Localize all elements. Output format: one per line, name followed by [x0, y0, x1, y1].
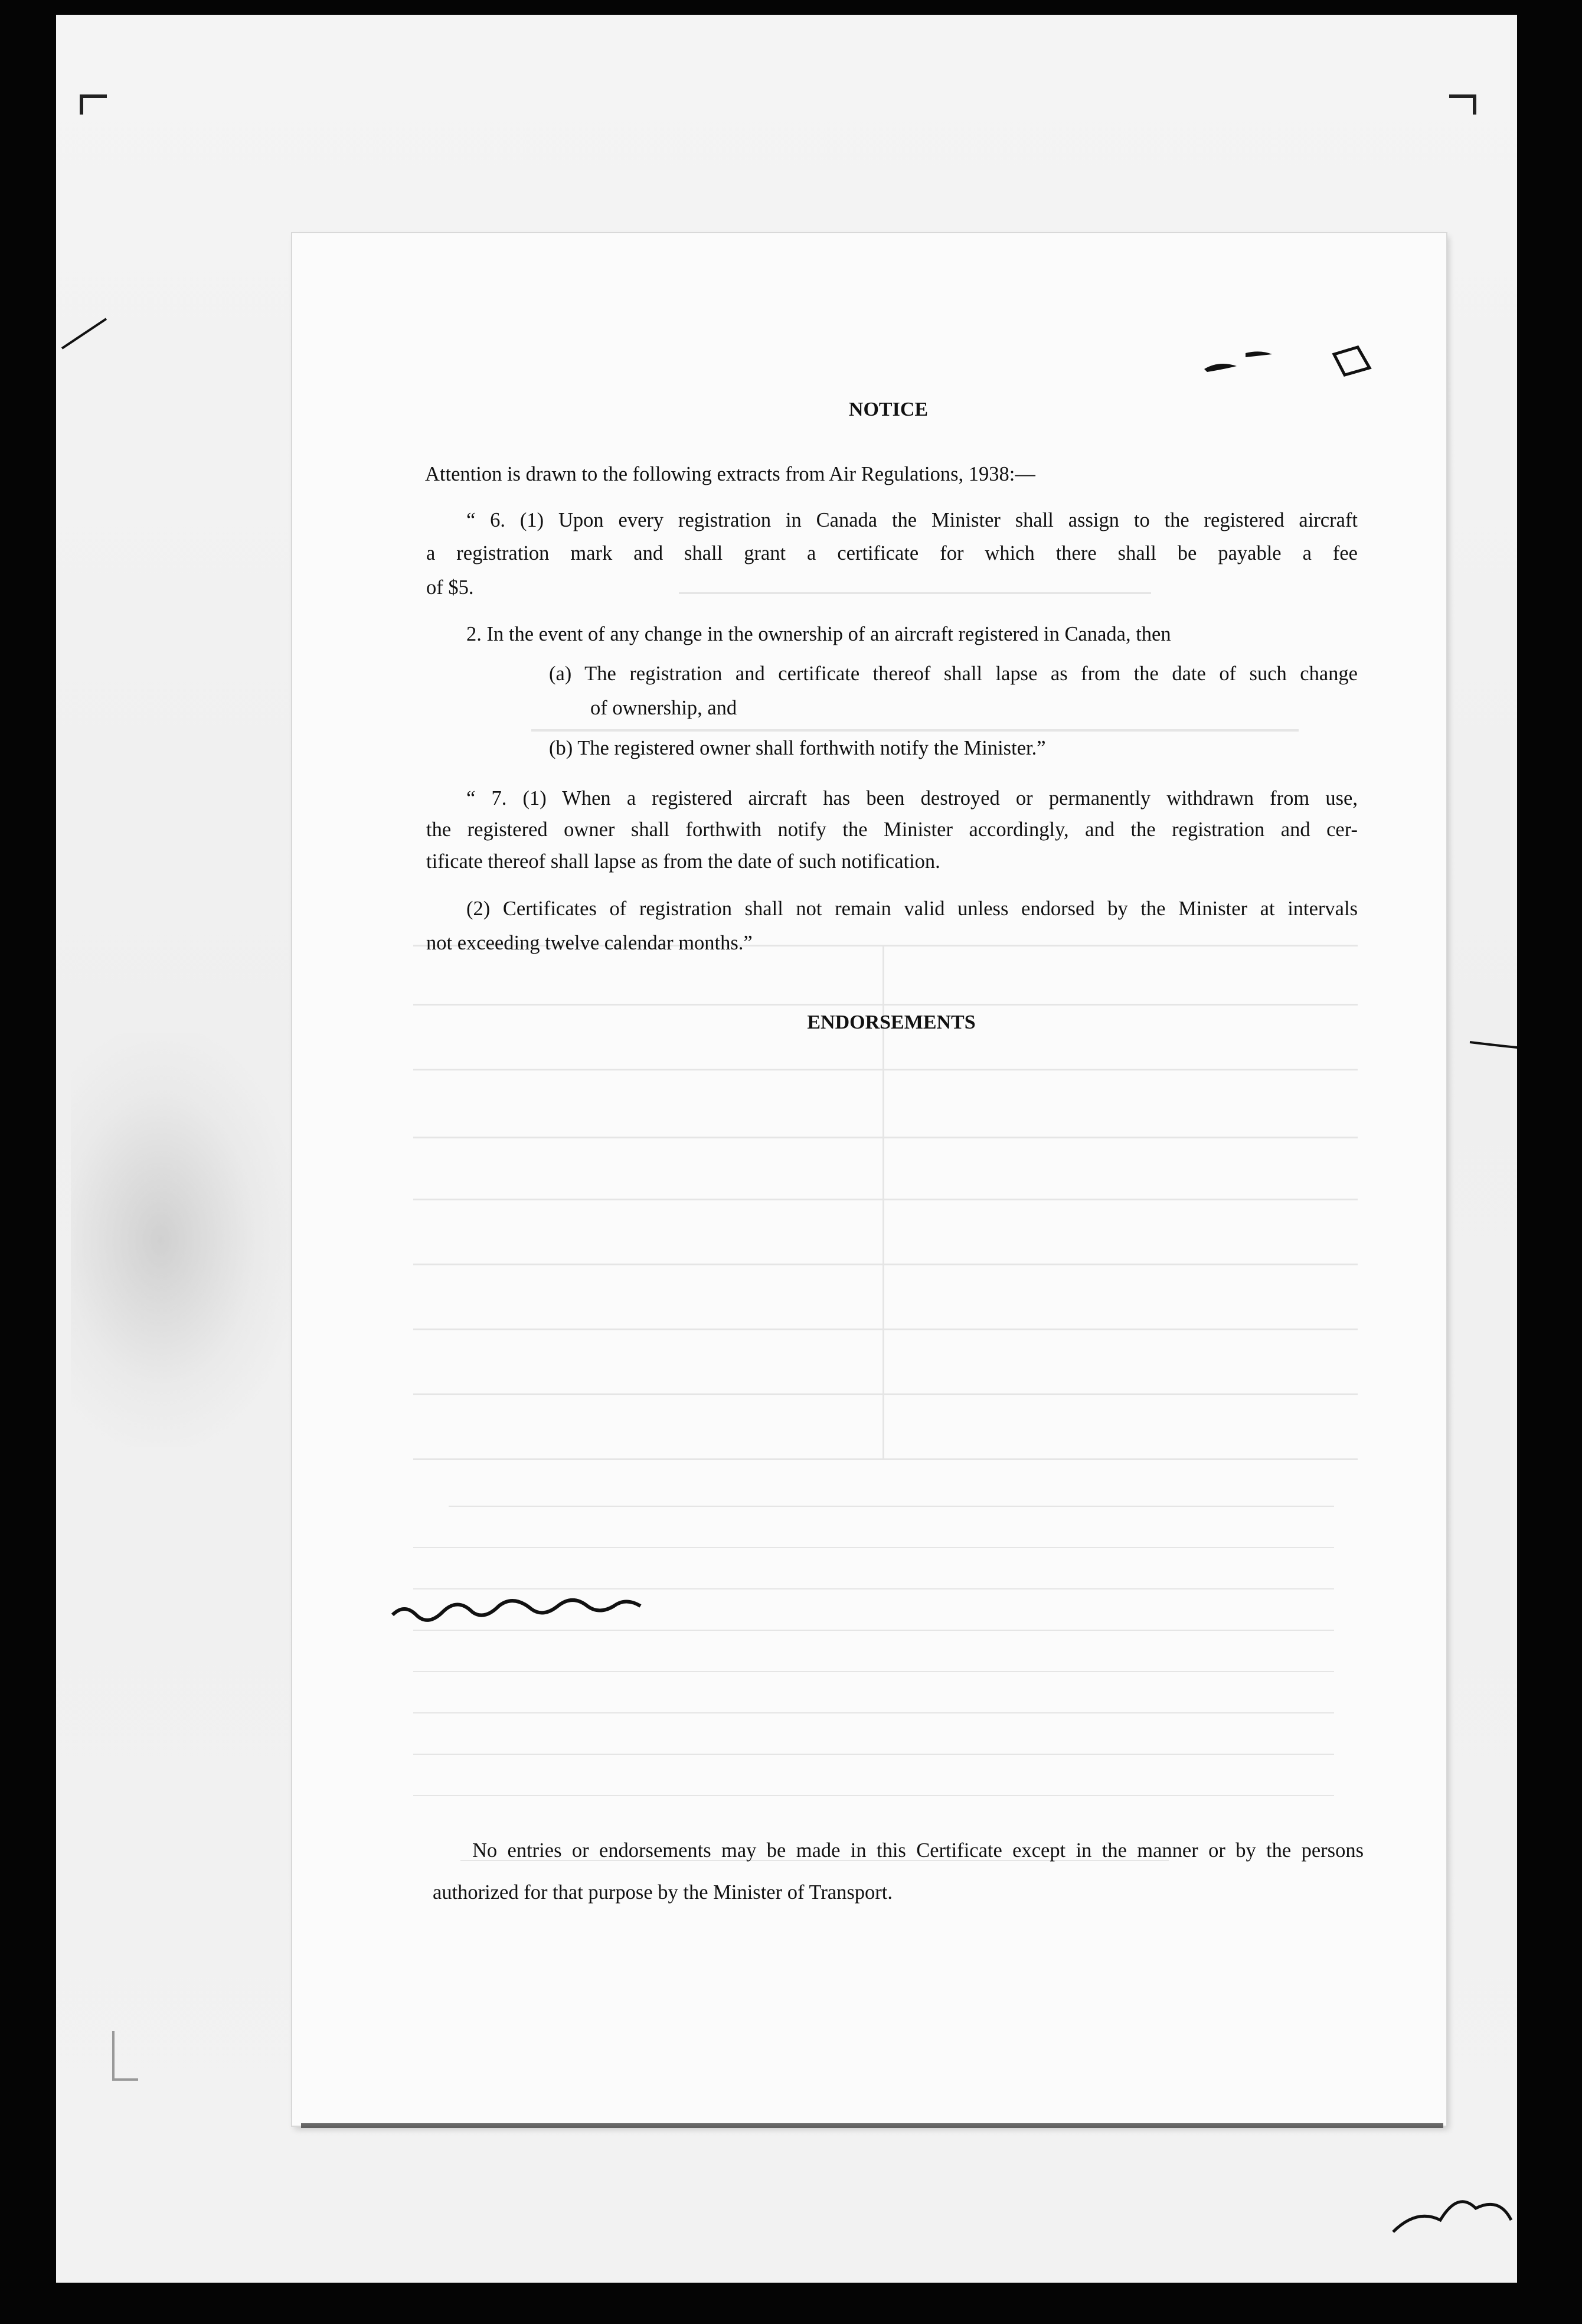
pencil-mark — [1204, 364, 1237, 372]
endorsements-footer-line-2: authorized for that purpose by the Minister of Transport. — [433, 1881, 893, 1904]
regulation-6-2-a-line-2: of ownership, and — [590, 697, 737, 719]
regulation-6-2-a-line-1: (a) The registration and certificate thereof shall lapse as from the date of such change — [549, 662, 1358, 685]
pencil-mark — [1246, 351, 1272, 357]
regulation-7-2-line-1: (2) Certificates of registration shall not remain valid unless endorsed by the Minister at intervals — [466, 897, 1358, 920]
film-scratch — [1393, 2202, 1511, 2232]
regulation-6-2-b: (b) The registered owner shall forthwith notify the Minister.” — [549, 737, 1046, 759]
notice-intro: Attention is drawn to the following extracts from Air Regulations, 1938:— — [425, 463, 1035, 485]
regulation-7-1-line-1: “ 7. (1) When a registered aircraft has been destroyed or permanently withdrawn from use, — [466, 787, 1358, 810]
pencil-mark — [62, 319, 106, 348]
regulation-6-2: 2. In the event of any change in the ownership of an aircraft registered in Canada, then — [466, 623, 1171, 645]
pencil-mark — [1334, 347, 1369, 375]
regulation-7-1-line-3: tificate thereof shall lapse as from the date of such notification. — [426, 850, 940, 873]
handwritten-annotation — [393, 1600, 640, 1620]
regulation-6-1-line-1: “ 6. (1) Upon every registration in Canada the Minister shall assign to the registered aircraft — [466, 509, 1358, 531]
regulation-6-1-line-2: a registration mark and shall grant a certificate for which there shall be payable a fee — [426, 542, 1358, 564]
regulation-7-1-line-2: the registered owner shall forthwith notify the Minister accordingly, and the registration and cer- — [426, 818, 1358, 841]
regulation-7-2-line-2: not exceeding twelve calendar months.” — [426, 932, 753, 954]
endorsements-title: ENDORSEMENTS — [807, 1011, 976, 1033]
notice-title: NOTICE — [848, 399, 929, 420]
endorsements-footer-line-1: No entries or endorsements may be made in this Certificate except in the manner or by the persons — [472, 1839, 1364, 1862]
pencil-mark — [1470, 1042, 1523, 1048]
regulation-6-1-line-3: of $5. — [426, 576, 474, 599]
